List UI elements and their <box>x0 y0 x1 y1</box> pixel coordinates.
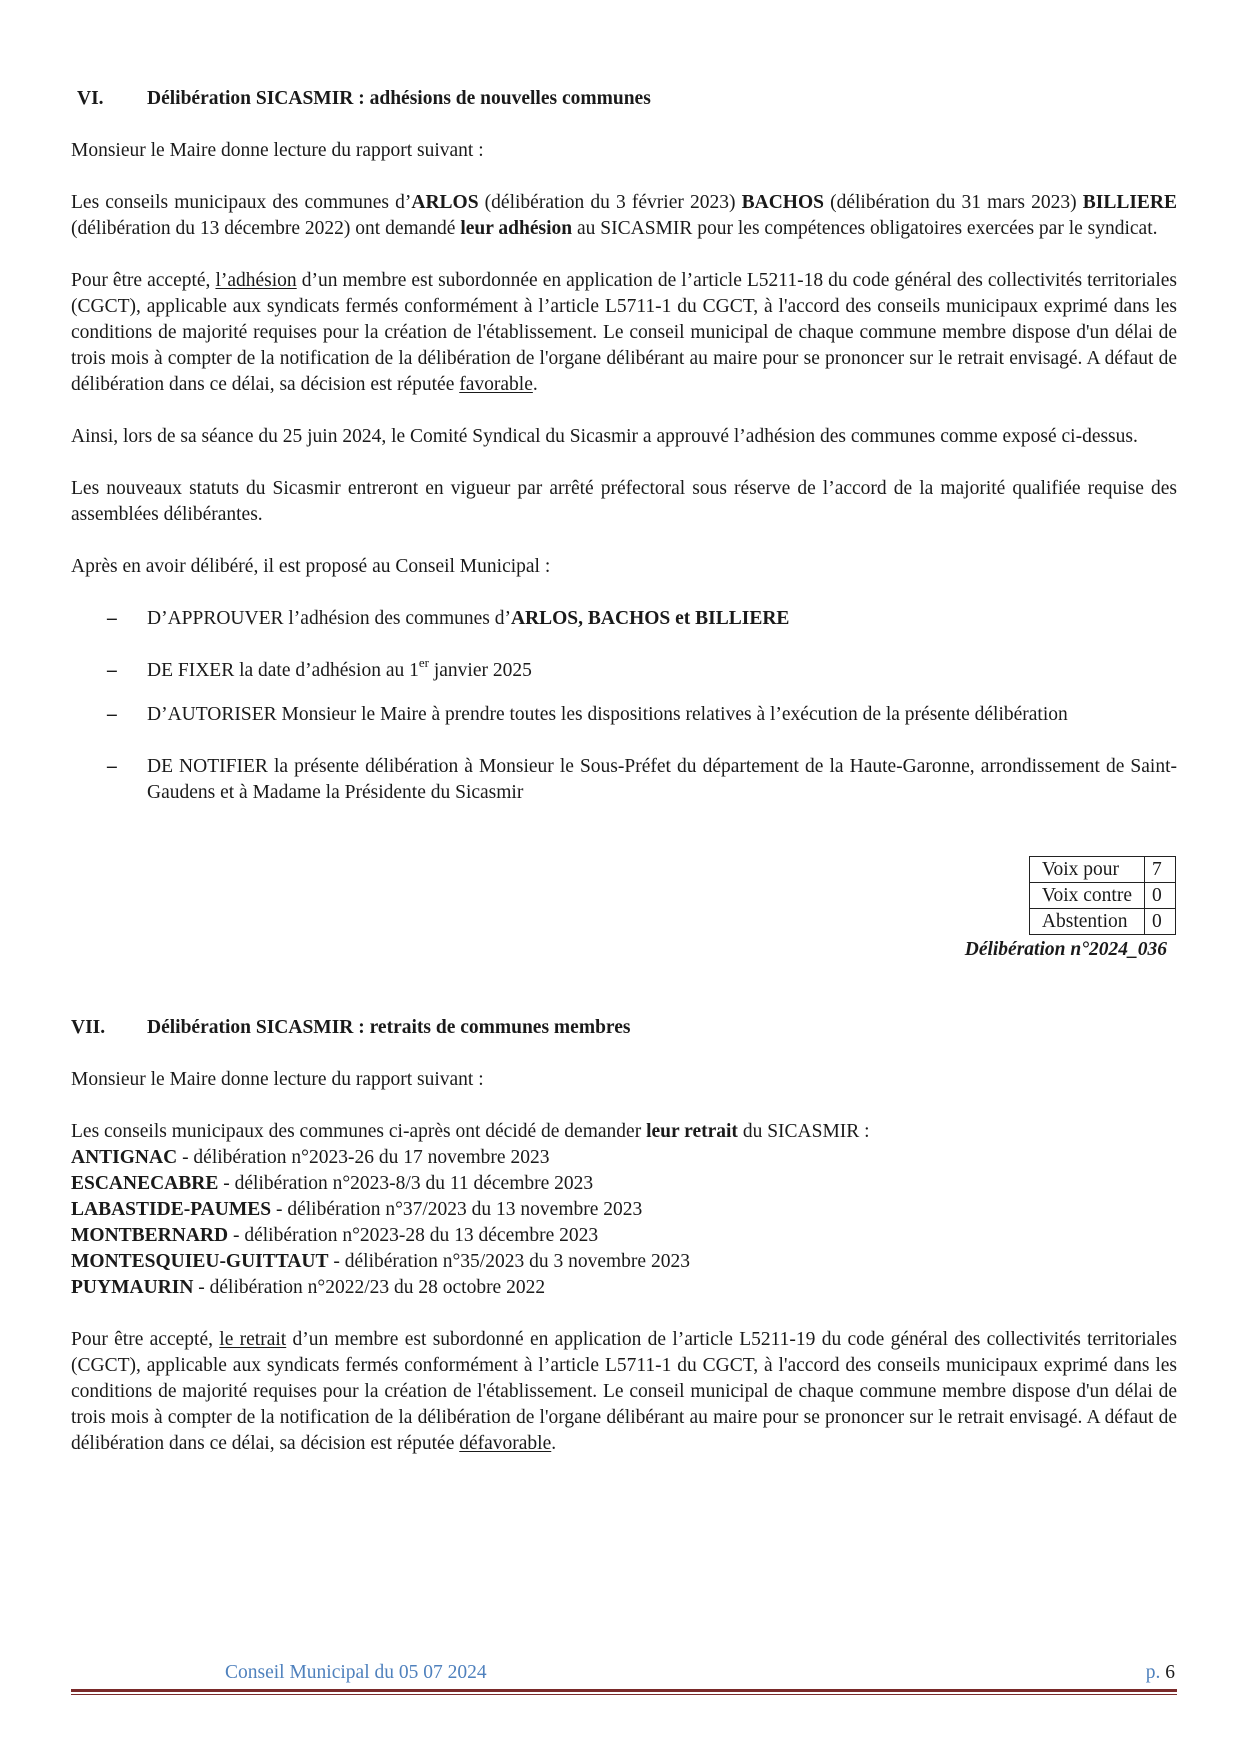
page-number: p. 6 <box>1145 1662 1175 1683</box>
page-footer <box>71 1660 1177 1690</box>
deliberation-number: Délibération n°2024_036 <box>964 939 1167 960</box>
section-title: Délibération SICASMIR : adhésions de nouvelles communes <box>147 88 651 109</box>
table-row <box>1029 857 1175 883</box>
vote-label: Voix pour <box>1029 857 1144 883</box>
footer-title: Conseil Municipal du 05 07 2024 <box>225 1662 487 1683</box>
list-item: MONTBERNARD - délibération n°2023-28 du 13 décembre 2023 <box>71 1225 599 1246</box>
paragraph-new-statutes: Les nouveaux statuts du Sicasmir entreront en vigueur par arrêté préfectoral sous réserve de l’accord de la majorité qualifiée requise des assemblées délibérantes. <box>71 478 1177 525</box>
list-item: ANTIGNAC - délibération n°2023-26 du 17 novembre 2023 <box>71 1147 550 1168</box>
resolution-list <box>71 606 1177 806</box>
paragraph-adhesion-request: Les conseils municipaux des communes d’ARLOS (délibération du 3 février 2023) BACHOS (délibération du 31 mars 2023) BILLIERE (délibération du 13 décembre 2022) ont demandé leur adhésion au SICASMIR pour les compétences obligatoires exercées par le syndicat. <box>71 192 1178 239</box>
footer-rule <box>71 1689 1177 1692</box>
section-heading-vii <box>71 1015 1177 1041</box>
section-number: VII. <box>71 1017 106 1038</box>
footer-rule-thin <box>71 1694 1177 1695</box>
table-row <box>1029 909 1175 935</box>
intro-paragraph: Monsieur le Maire donne lecture du rapport suivant : <box>71 1069 484 1090</box>
vote-block <box>71 856 1177 963</box>
list-item: LABASTIDE-PAUMES - délibération n°37/2023 du 13 novembre 2023 <box>71 1199 643 1220</box>
list-item: MONTESQUIEU-GUITTAUT - délibération n°35/2023 du 3 novembre 2023 <box>71 1251 690 1272</box>
list-item: – D’AUTORISER Monsieur le Maire à prendre toutes les dispositions relatives à l’exécution de la présente délibération <box>107 704 1068 725</box>
list-item: PUYMAURIN - délibération n°2022/23 du 28 octobre 2022 <box>71 1277 546 1298</box>
section-heading-vi <box>71 86 1177 112</box>
paragraph-legal-basis: Pour être accepté, le retrait d’un membre est subordonné en application de l’article L5211-19 du code général des collectivités territoriales (CGCT), applicable aux syndicats fermés conformément à l’article L5711-1 du CGCT, à l'accord des conseils municipaux exprimé dans les conditions de majorité requises pour la création de l'établissement. Le conseil municipal de chaque commune membre dispose d'un délai de trois mois à compter de la notification de la délibération de l'organe délibérant au maire pour se prononcer sur le retrait envisagé. A défaut de délibération dans ce délai, sa décision est réputée défavorable. <box>71 1329 1177 1454</box>
table-row <box>1029 883 1175 909</box>
vote-value: 0 <box>1145 883 1176 909</box>
intro-paragraph: Monsieur le Maire donne lecture du rapport suivant : <box>71 140 484 161</box>
vote-label: Abstention <box>1029 909 1144 935</box>
vote-value: 7 <box>1145 857 1176 883</box>
list-item: – D’APPROUVER l’adhésion des communes d’ARLOS, BACHOS et BILLIERE <box>107 608 790 629</box>
list-item: ESCANECABRE - délibération n°2023-8/3 du 11 décembre 2023 <box>71 1173 594 1194</box>
list-item: – DE NOTIFIER la présente délibération à Monsieur le Sous-Préfet du département de la Haute-Garonne, arrondissement de Saint-Gaudens et à Madame la Présidente du Sicasmir <box>107 756 1177 803</box>
paragraph-proposal: Après en avoir délibéré, il est proposé au Conseil Municipal : <box>71 556 551 577</box>
paragraph-legal-basis: Pour être accepté, l’adhésion d’un membre est subordonnée en application de l’article L5211-18 du code général des collectivités territoriales (CGCT), applicable aux syndicats fermés conformément à l’article L5711-1 du CGCT, à l'accord des conseils municipaux exprimé dans les conditions de majorité requises pour la création de l'établissement. Le conseil municipal de chaque commune membre dispose d'un délai de trois mois à compter de la notification de la délibération de l'organe délibérant au maire pour se prononcer sur le retrait envisagé. A défaut de délibération dans ce délai, sa décision est réputée favorable. <box>71 270 1177 395</box>
paragraph-withdrawal-request: Les conseils municipaux des communes ci-après ont décidé de demander leur retrait du SICASMIR : <box>71 1121 870 1142</box>
communes-list <box>71 1145 1177 1301</box>
vote-value: 0 <box>1145 909 1176 935</box>
list-item: – DE FIXER la date d’adhésion au 1er janvier 2025 <box>107 655 532 681</box>
section-number: VI. <box>77 88 104 109</box>
paragraph-comite-approval: Ainsi, lors de sa séance du 25 juin 2024, le Comité Syndical du Sicasmir a approuvé l’adhésion des communes comme exposé ci-dessus. <box>71 426 1138 447</box>
section-title: Délibération SICASMIR : retraits de communes membres <box>147 1017 631 1038</box>
page-content <box>71 86 1177 1457</box>
vote-table <box>1029 856 1176 935</box>
vote-label: Voix contre <box>1029 883 1144 909</box>
